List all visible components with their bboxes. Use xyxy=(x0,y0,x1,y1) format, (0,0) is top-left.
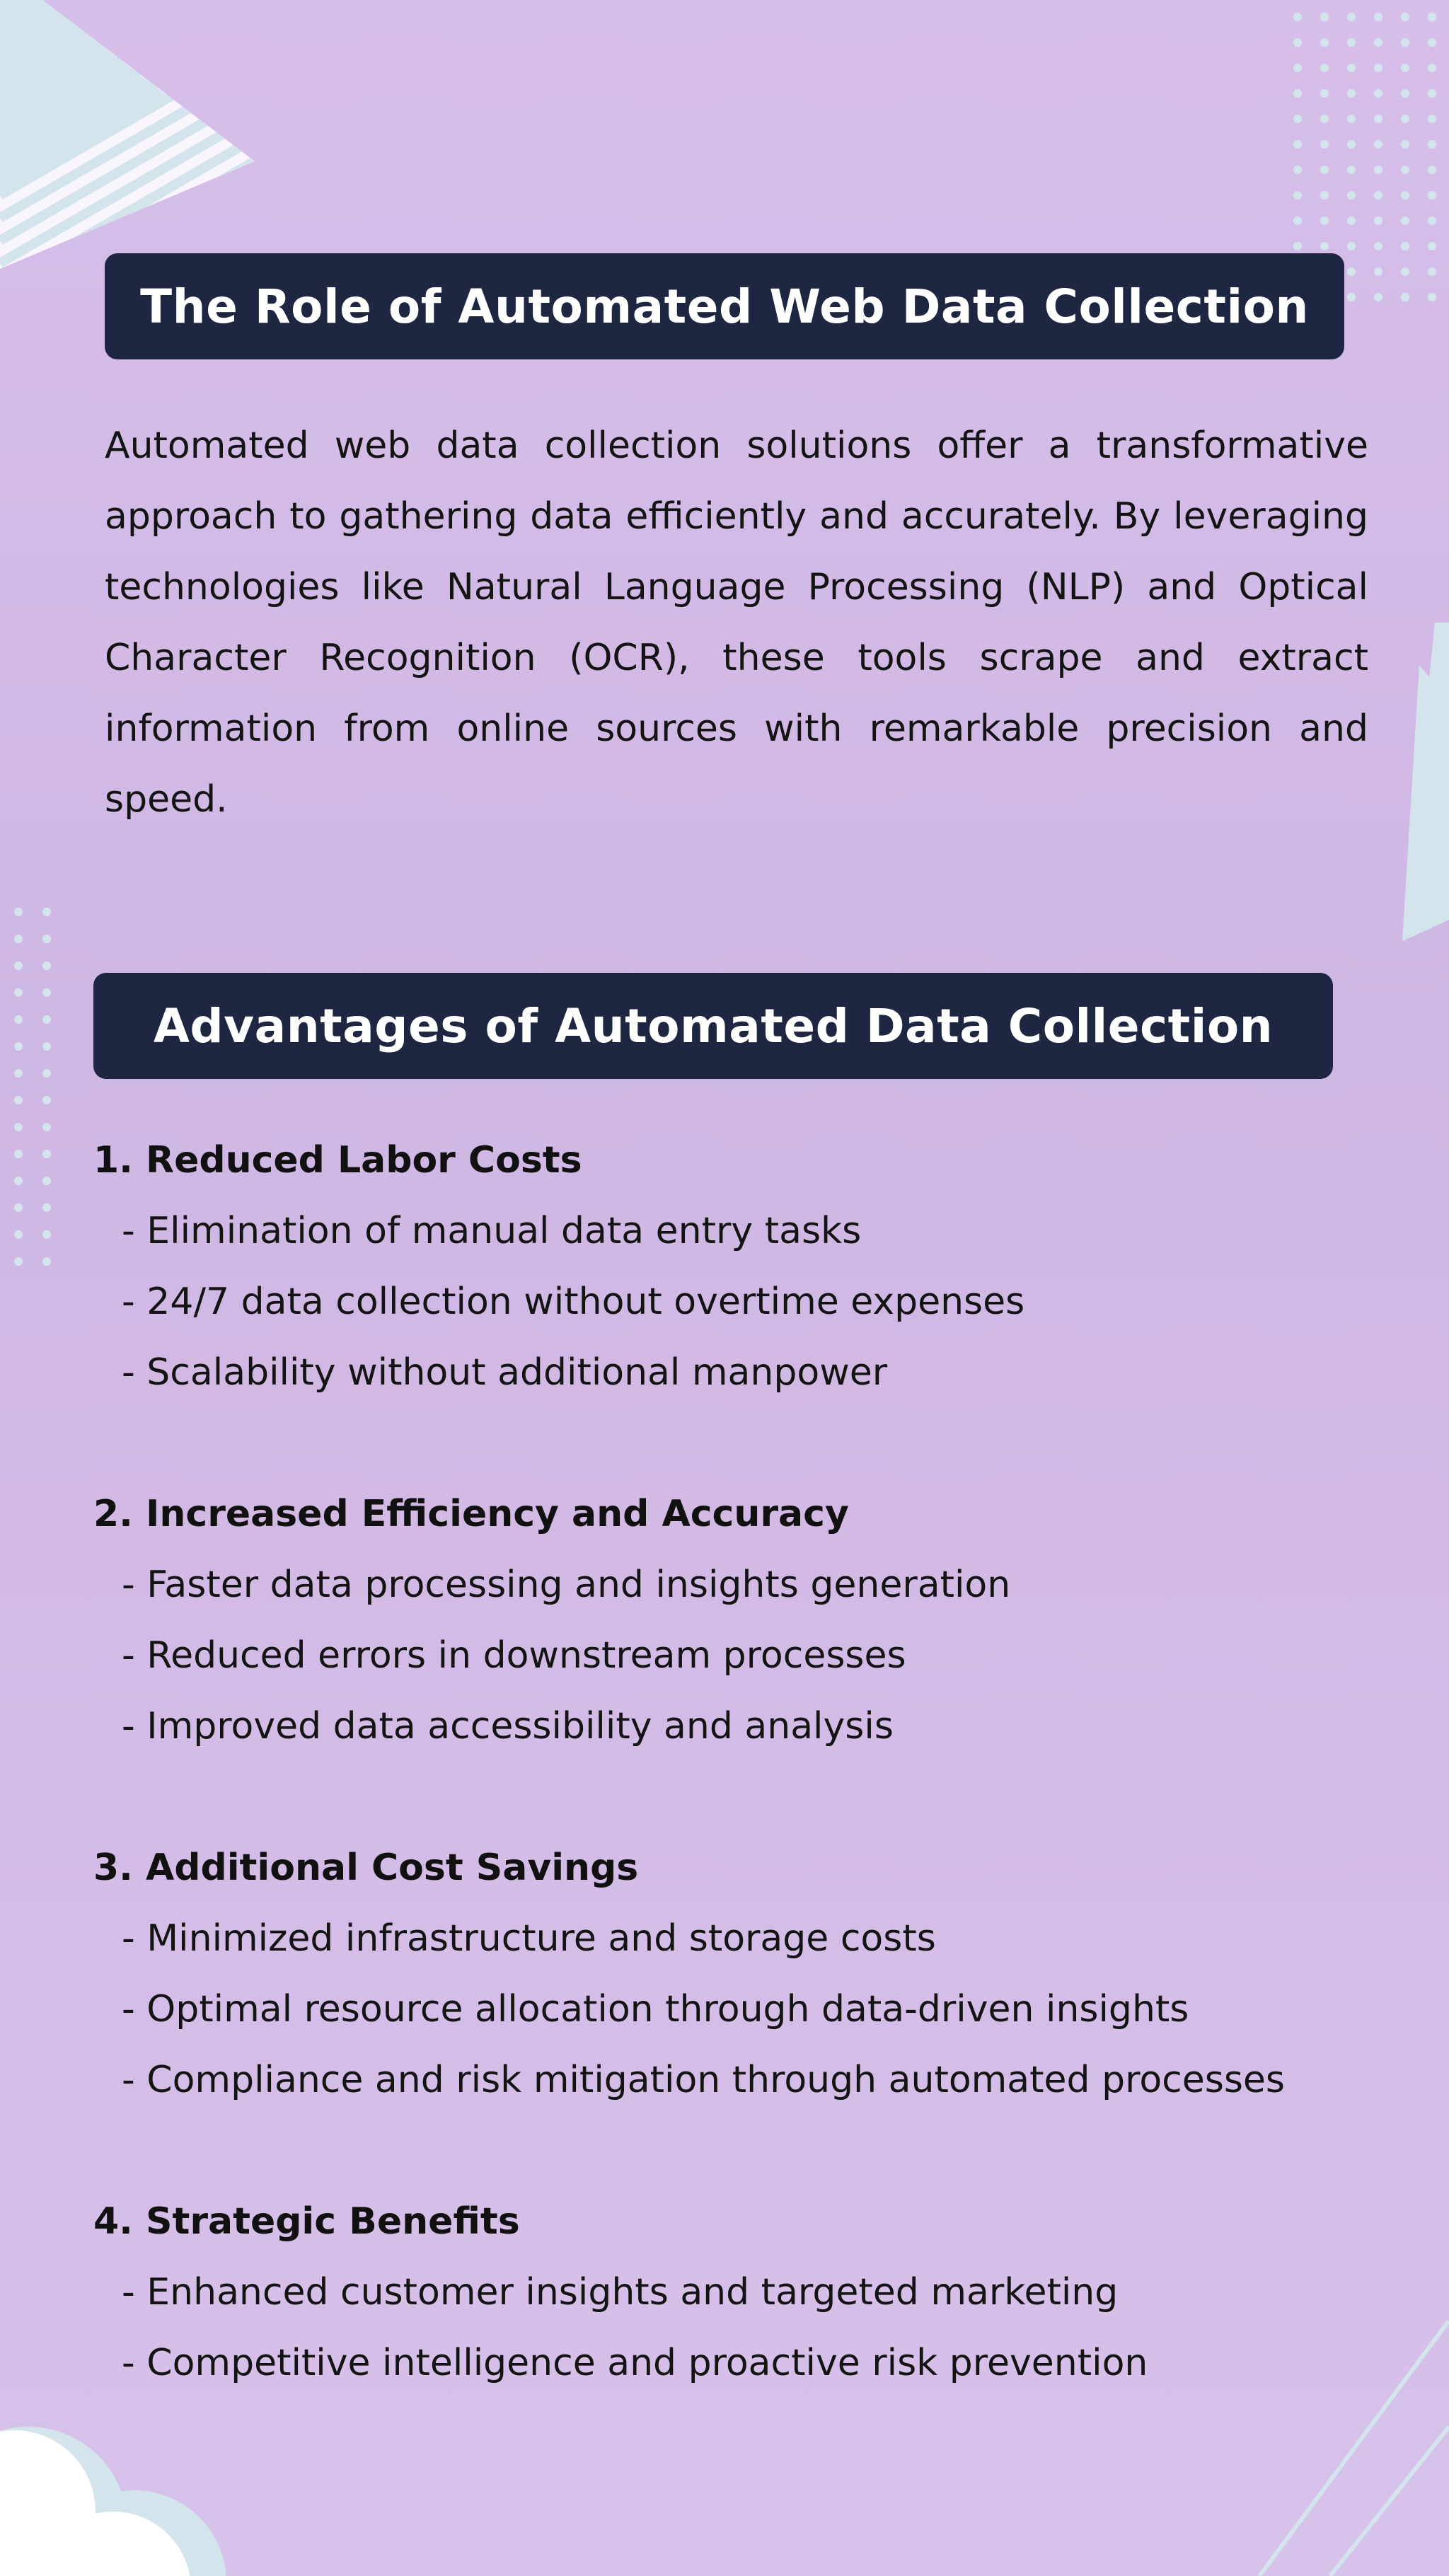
decorative-dot xyxy=(42,935,51,943)
decorative-dot xyxy=(1320,64,1329,72)
decorative-dot xyxy=(14,1069,23,1078)
decorative-dot xyxy=(1320,38,1329,47)
decorative-dot xyxy=(42,961,51,970)
decorative-dot xyxy=(1428,293,1436,301)
decorative-dot xyxy=(1374,216,1382,225)
decorative-dot xyxy=(14,1015,23,1024)
decorative-dot xyxy=(14,1203,23,1212)
decorative-dot xyxy=(1293,115,1302,123)
decorative-dot xyxy=(1320,13,1329,21)
section-heading: 1. Reduced Labor Costs xyxy=(93,1139,582,1182)
decorative-dot xyxy=(14,1230,23,1239)
decorative-dot xyxy=(1374,293,1382,301)
bullet-item: - Reduced errors in downstream processes xyxy=(122,1634,906,1677)
decorative-dot xyxy=(1428,38,1436,47)
decorative-dot xyxy=(14,908,23,916)
decorative-dot xyxy=(42,1096,51,1104)
decorative-dot xyxy=(1374,166,1382,174)
decorative-dot xyxy=(1401,191,1409,200)
section-heading: 3. Additional Cost Savings xyxy=(93,1847,639,1889)
decorative-dot xyxy=(1428,166,1436,174)
decorative-dot xyxy=(1347,115,1356,123)
bullet-item: - Compliance and risk mitigation through automated processes xyxy=(122,2059,1285,2101)
advantages-title: Advantages of Automated Data Collection xyxy=(93,973,1333,1079)
bullet-item: - Enhanced customer insights and targeted marketing xyxy=(122,2271,1119,2314)
decorative-dot xyxy=(1428,13,1436,21)
decorative-dot xyxy=(1293,89,1302,98)
decorative-dot xyxy=(1347,216,1356,225)
decorative-dot xyxy=(1401,166,1409,174)
decorative-dot xyxy=(1293,242,1302,250)
decorative-dot xyxy=(42,908,51,916)
decorative-dot xyxy=(14,1177,23,1185)
decorative-dot xyxy=(1320,216,1329,225)
intro-paragraph: Automated web data collection solutions offer a transformative approach to gathering data efficiently and accurately. By leveraging technologies like Natural Language Processing (NLP) and Optical Character Recognition (OCR), these tools scrape and extract information from online sources with remarkable precision and speed. xyxy=(105,424,1368,821)
decorative-dot xyxy=(1428,191,1436,200)
decorative-dot xyxy=(14,961,23,970)
decorative-dot xyxy=(1401,216,1409,225)
section-heading: 2. Increased Efficiency and Accuracy xyxy=(93,1493,849,1535)
decorative-dot xyxy=(42,1123,51,1131)
advantage-section-cost-savings xyxy=(93,1832,1402,2115)
decorative-dot xyxy=(1374,89,1382,98)
decorative-dot xyxy=(1401,115,1409,123)
decorative-dot xyxy=(1320,191,1329,200)
decorative-dot xyxy=(1347,242,1356,250)
decorative-dot xyxy=(1374,115,1382,123)
bullet-item: - Improved data accessibility and analysis xyxy=(122,1705,894,1748)
decorative-dot xyxy=(42,1257,51,1266)
decorative-dot xyxy=(1320,166,1329,174)
decorative-dot xyxy=(42,988,51,997)
decorative-dot xyxy=(1428,216,1436,225)
decorative-dot xyxy=(1347,293,1356,301)
decorative-dot xyxy=(1347,140,1356,149)
decorative-dot xyxy=(1293,64,1302,72)
decorative-dot xyxy=(14,935,23,943)
dot-grid-decoration-left xyxy=(7,902,71,1298)
bullet-item: - Competitive intelligence and proactive risk prevention xyxy=(122,2342,1148,2384)
decorative-dot xyxy=(42,1150,51,1158)
decorative-dot xyxy=(1401,293,1409,301)
striped-triangle-decoration xyxy=(0,0,262,276)
decorative-dot xyxy=(1293,216,1302,225)
decorative-dot xyxy=(1374,13,1382,21)
advantage-section-strategic xyxy=(93,2186,1402,2398)
decorative-dot xyxy=(1401,242,1409,250)
bullet-item: - Optimal resource allocation through data-driven insights xyxy=(122,1988,1189,2031)
advantage-section-labor-costs xyxy=(93,1125,1402,1408)
bullet-item: - Scalability without additional manpower xyxy=(122,1351,888,1394)
decorative-dot xyxy=(1347,166,1356,174)
decorative-dot xyxy=(1401,38,1409,47)
decorative-dot xyxy=(1293,13,1302,21)
decorative-dot xyxy=(14,1123,23,1131)
decorative-dot xyxy=(1347,89,1356,98)
decorative-dot xyxy=(42,1042,51,1051)
decorative-dot xyxy=(1428,115,1436,123)
decorative-dot xyxy=(1374,64,1382,72)
decorative-dot xyxy=(1347,13,1356,21)
decorative-dot xyxy=(14,1096,23,1104)
decorative-dot xyxy=(14,1150,23,1158)
decorative-dot xyxy=(1374,242,1382,250)
decorative-dot xyxy=(1401,140,1409,149)
decorative-dot xyxy=(1347,191,1356,200)
decorative-dot xyxy=(1293,191,1302,200)
decorative-dot xyxy=(1347,38,1356,47)
decorative-dot xyxy=(1428,140,1436,149)
decorative-dot xyxy=(1320,89,1329,98)
decorative-dot xyxy=(1347,64,1356,72)
section-heading: 4. Strategic Benefits xyxy=(93,2200,520,2243)
decorative-dot xyxy=(1293,38,1302,47)
bullet-item: - Minimized infrastructure and storage costs xyxy=(122,1917,936,1960)
decorative-dot xyxy=(1374,267,1382,276)
decorative-dot xyxy=(14,1042,23,1051)
decorative-dot xyxy=(1374,38,1382,47)
decorative-dot xyxy=(1401,13,1409,21)
advantage-section-efficiency xyxy=(93,1479,1402,1762)
decorative-dot xyxy=(1320,115,1329,123)
decorative-dot xyxy=(1401,267,1409,276)
decorative-dot xyxy=(42,1230,51,1239)
decorative-dot xyxy=(1428,242,1436,250)
advantages-list xyxy=(93,1125,1402,2469)
decorative-dot xyxy=(42,1069,51,1078)
decorative-dot xyxy=(42,1177,51,1185)
decorative-dot xyxy=(1374,191,1382,200)
decorative-dot xyxy=(1428,267,1436,276)
decorative-dot xyxy=(1374,140,1382,149)
decorative-dot xyxy=(1320,140,1329,149)
decorative-dot xyxy=(42,1015,51,1024)
decorative-dot xyxy=(1293,140,1302,149)
decorative-dot xyxy=(1347,267,1356,276)
decorative-dot xyxy=(1320,242,1329,250)
page-title: The Role of Automated Web Data Collection xyxy=(105,253,1344,359)
decorative-dot xyxy=(14,988,23,997)
decorative-dot xyxy=(1428,64,1436,72)
bullet-item: - Faster data processing and insights generation xyxy=(122,1564,1011,1606)
decorative-dot xyxy=(42,1203,51,1212)
decorative-dot xyxy=(1401,64,1409,72)
decorative-dot xyxy=(1428,89,1436,98)
bullet-item: - Elimination of manual data entry tasks xyxy=(122,1210,862,1252)
decorative-dot xyxy=(1293,166,1302,174)
decorative-dot xyxy=(14,1257,23,1266)
triangle-decoration-right xyxy=(1364,623,1449,948)
decorative-dot xyxy=(1401,89,1409,98)
bullet-item: - 24/7 data collection without overtime expenses xyxy=(122,1281,1025,1323)
